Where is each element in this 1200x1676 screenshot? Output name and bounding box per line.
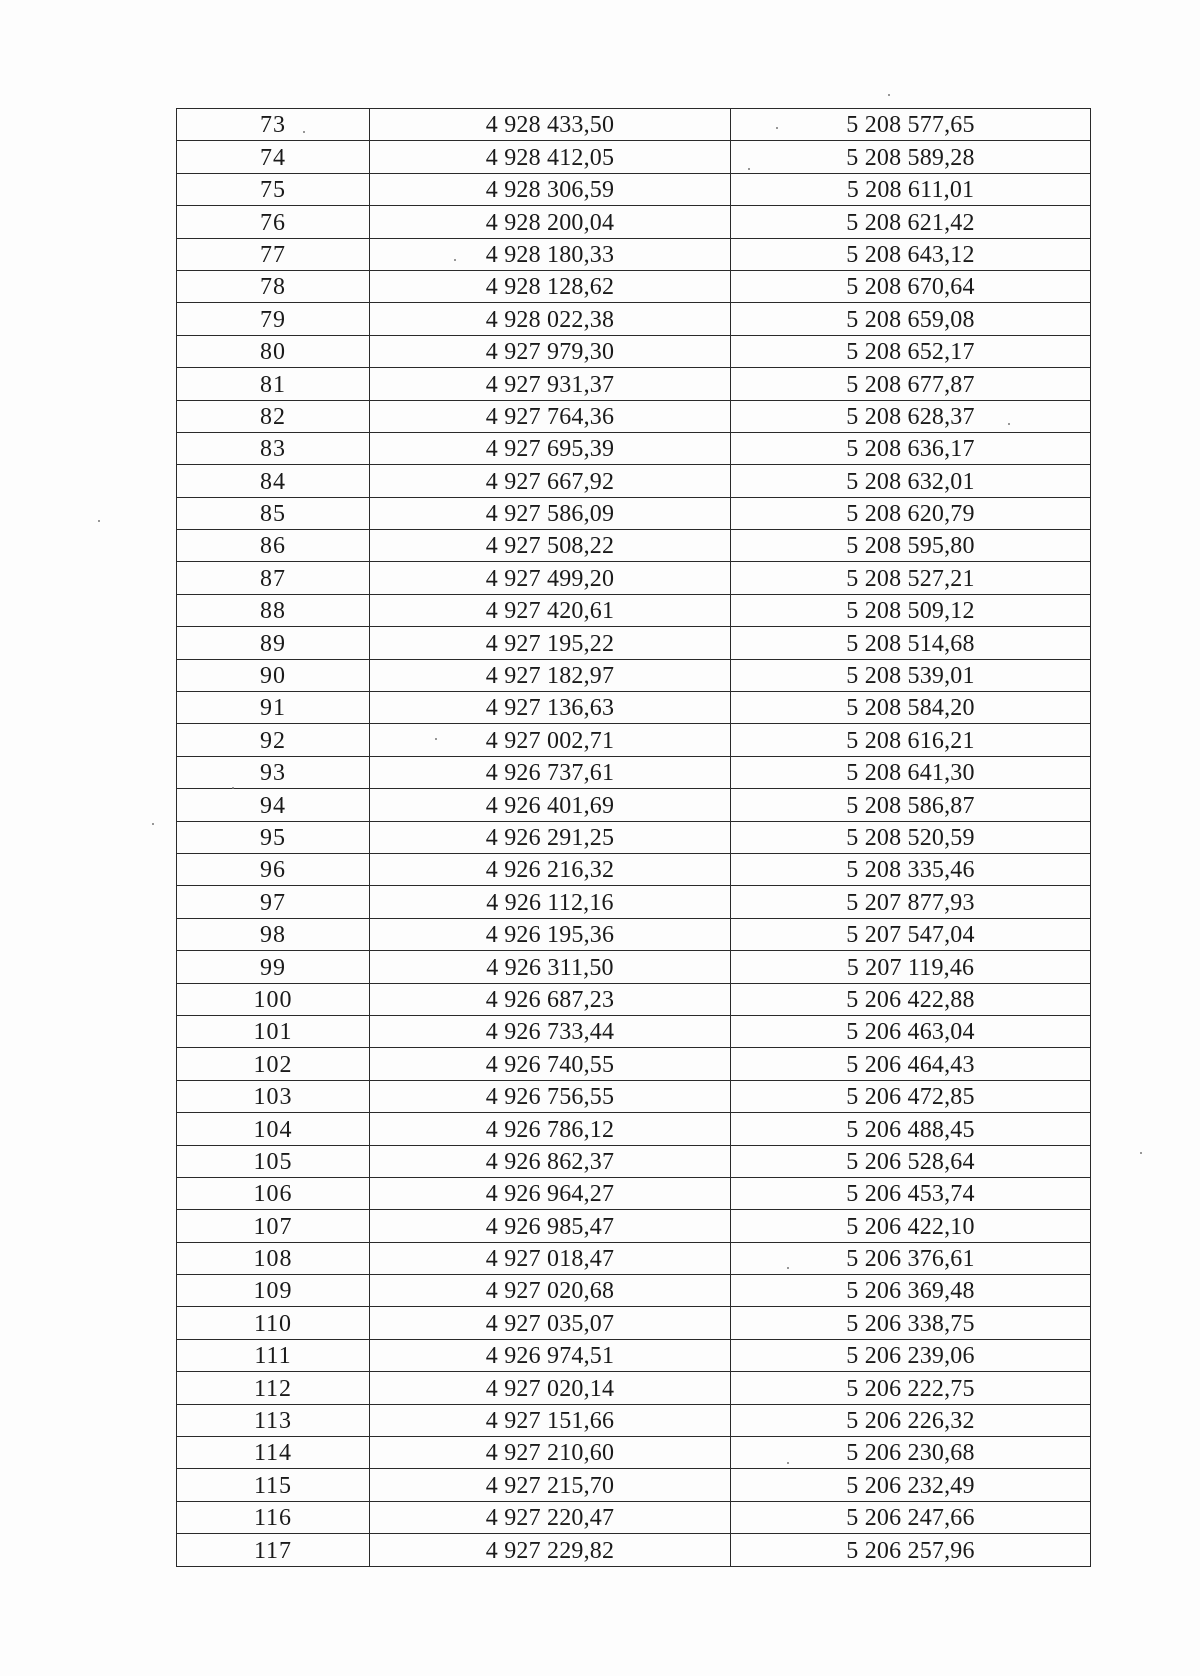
y-coordinate-cell: 5 207 547,04 xyxy=(731,918,1091,950)
scan-speck xyxy=(454,259,456,261)
y-coordinate-cell: 5 206 422,10 xyxy=(731,1210,1091,1242)
point-number-cell: 85 xyxy=(177,497,370,529)
x-coordinate-cell: 4 927 695,39 xyxy=(370,432,731,464)
table-row xyxy=(177,303,1091,335)
y-coordinate-cell: 5 208 620,79 xyxy=(731,497,1091,529)
x-coordinate-cell: 4 926 195,36 xyxy=(370,918,731,950)
point-number-cell: 107 xyxy=(177,1210,370,1242)
point-number-cell: 108 xyxy=(177,1242,370,1274)
x-coordinate-cell: 4 928 022,38 xyxy=(370,303,731,335)
coordinates-table-body xyxy=(177,109,1091,1567)
point-number-cell: 76 xyxy=(177,206,370,238)
table-row xyxy=(177,594,1091,626)
table-row xyxy=(177,400,1091,432)
point-number-cell: 114 xyxy=(177,1437,370,1469)
table-row xyxy=(177,1339,1091,1371)
point-number-cell: 89 xyxy=(177,627,370,659)
x-coordinate-cell: 4 926 291,25 xyxy=(370,821,731,853)
y-coordinate-cell: 5 208 677,87 xyxy=(731,368,1091,400)
point-number-cell: 97 xyxy=(177,886,370,918)
y-coordinate-cell: 5 208 643,12 xyxy=(731,238,1091,270)
y-coordinate-cell: 5 208 514,68 xyxy=(731,627,1091,659)
scan-speck xyxy=(1140,1152,1142,1154)
x-coordinate-cell: 4 926 985,47 xyxy=(370,1210,731,1242)
x-coordinate-cell: 4 928 200,04 xyxy=(370,206,731,238)
table-row xyxy=(177,141,1091,173)
point-number-cell: 84 xyxy=(177,465,370,497)
x-coordinate-cell: 4 927 020,68 xyxy=(370,1275,731,1307)
scan-speck xyxy=(787,1267,789,1269)
point-number-cell: 116 xyxy=(177,1501,370,1533)
table-row xyxy=(177,238,1091,270)
x-coordinate-cell: 4 928 306,59 xyxy=(370,173,731,205)
point-number-cell: 115 xyxy=(177,1469,370,1501)
x-coordinate-cell: 4 927 215,70 xyxy=(370,1469,731,1501)
point-number-cell: 90 xyxy=(177,659,370,691)
point-number-cell: 94 xyxy=(177,789,370,821)
table-row xyxy=(177,1145,1091,1177)
table-row xyxy=(177,1275,1091,1307)
table-row xyxy=(177,756,1091,788)
y-coordinate-cell: 5 208 539,01 xyxy=(731,659,1091,691)
x-coordinate-cell: 4 927 018,47 xyxy=(370,1242,731,1274)
y-coordinate-cell: 5 206 463,04 xyxy=(731,1015,1091,1047)
y-coordinate-cell: 5 208 589,28 xyxy=(731,141,1091,173)
x-coordinate-cell: 4 926 974,51 xyxy=(370,1339,731,1371)
table-row xyxy=(177,270,1091,302)
x-coordinate-cell: 4 927 508,22 xyxy=(370,530,731,562)
x-coordinate-cell: 4 926 737,61 xyxy=(370,756,731,788)
table-row xyxy=(177,724,1091,756)
point-number-cell: 104 xyxy=(177,1113,370,1145)
x-coordinate-cell: 4 927 020,14 xyxy=(370,1372,731,1404)
x-coordinate-cell: 4 926 311,50 xyxy=(370,951,731,983)
scan-speck xyxy=(435,738,437,740)
table-row xyxy=(177,1534,1091,1566)
y-coordinate-cell: 5 208 652,17 xyxy=(731,335,1091,367)
y-coordinate-cell: 5 208 584,20 xyxy=(731,692,1091,724)
x-coordinate-cell: 4 927 195,22 xyxy=(370,627,731,659)
table-row xyxy=(177,821,1091,853)
y-coordinate-cell: 5 208 335,46 xyxy=(731,853,1091,885)
x-coordinate-cell: 4 927 931,37 xyxy=(370,368,731,400)
x-coordinate-cell: 4 928 433,50 xyxy=(370,109,731,141)
y-coordinate-cell: 5 208 509,12 xyxy=(731,594,1091,626)
y-coordinate-cell: 5 207 119,46 xyxy=(731,951,1091,983)
point-number-cell: 113 xyxy=(177,1404,370,1436)
scan-speck xyxy=(888,94,890,96)
x-coordinate-cell: 4 926 964,27 xyxy=(370,1177,731,1209)
y-coordinate-cell: 5 206 488,45 xyxy=(731,1113,1091,1145)
table-row xyxy=(177,109,1091,141)
table-row xyxy=(177,206,1091,238)
x-coordinate-cell: 4 926 112,16 xyxy=(370,886,731,918)
point-number-cell: 79 xyxy=(177,303,370,335)
y-coordinate-cell: 5 206 247,66 xyxy=(731,1501,1091,1533)
point-number-cell: 106 xyxy=(177,1177,370,1209)
x-coordinate-cell: 4 927 764,36 xyxy=(370,400,731,432)
point-number-cell: 87 xyxy=(177,562,370,594)
y-coordinate-cell: 5 206 230,68 xyxy=(731,1437,1091,1469)
point-number-cell: 99 xyxy=(177,951,370,983)
point-number-cell: 83 xyxy=(177,432,370,464)
table-row xyxy=(177,497,1091,529)
y-coordinate-cell: 5 206 422,88 xyxy=(731,983,1091,1015)
table-row xyxy=(177,562,1091,594)
point-number-cell: 88 xyxy=(177,594,370,626)
x-coordinate-cell: 4 927 420,61 xyxy=(370,594,731,626)
y-coordinate-cell: 5 208 670,64 xyxy=(731,270,1091,302)
x-coordinate-cell: 4 926 862,37 xyxy=(370,1145,731,1177)
table-row xyxy=(177,692,1091,724)
y-coordinate-cell: 5 206 369,48 xyxy=(731,1275,1091,1307)
point-number-cell: 103 xyxy=(177,1080,370,1112)
table-row xyxy=(177,659,1091,691)
y-coordinate-cell: 5 206 528,64 xyxy=(731,1145,1091,1177)
scan-speck xyxy=(232,787,234,789)
y-coordinate-cell: 5 208 595,80 xyxy=(731,530,1091,562)
y-coordinate-cell: 5 206 472,85 xyxy=(731,1080,1091,1112)
x-coordinate-cell: 4 927 229,82 xyxy=(370,1534,731,1566)
point-number-cell: 91 xyxy=(177,692,370,724)
y-coordinate-cell: 5 206 453,74 xyxy=(731,1177,1091,1209)
table-row xyxy=(177,1501,1091,1533)
y-coordinate-cell: 5 208 520,59 xyxy=(731,821,1091,853)
y-coordinate-cell: 5 206 239,06 xyxy=(731,1339,1091,1371)
coordinates-table xyxy=(176,108,1091,1567)
table-row xyxy=(177,1469,1091,1501)
x-coordinate-cell: 4 926 687,23 xyxy=(370,983,731,1015)
point-number-cell: 82 xyxy=(177,400,370,432)
x-coordinate-cell: 4 927 667,92 xyxy=(370,465,731,497)
point-number-cell: 110 xyxy=(177,1307,370,1339)
point-number-cell: 95 xyxy=(177,821,370,853)
table-row xyxy=(177,1437,1091,1469)
x-coordinate-cell: 4 926 216,32 xyxy=(370,853,731,885)
point-number-cell: 102 xyxy=(177,1048,370,1080)
x-coordinate-cell: 4 927 220,47 xyxy=(370,1501,731,1533)
point-number-cell: 80 xyxy=(177,335,370,367)
point-number-cell: 77 xyxy=(177,238,370,270)
y-coordinate-cell: 5 208 632,01 xyxy=(731,465,1091,497)
table-row xyxy=(177,1113,1091,1145)
table-row xyxy=(177,789,1091,821)
table-row xyxy=(177,1242,1091,1274)
y-coordinate-cell: 5 206 257,96 xyxy=(731,1534,1091,1566)
table-row xyxy=(177,335,1091,367)
table-row xyxy=(177,983,1091,1015)
y-coordinate-cell: 5 206 226,32 xyxy=(731,1404,1091,1436)
x-coordinate-cell: 4 927 002,71 xyxy=(370,724,731,756)
y-coordinate-cell: 5 208 628,37 xyxy=(731,400,1091,432)
x-coordinate-cell: 4 926 786,12 xyxy=(370,1113,731,1145)
point-number-cell: 105 xyxy=(177,1145,370,1177)
scan-speck xyxy=(787,1462,789,1464)
table-row xyxy=(177,1307,1091,1339)
y-coordinate-cell: 5 208 659,08 xyxy=(731,303,1091,335)
y-coordinate-cell: 5 206 376,61 xyxy=(731,1242,1091,1274)
table-row xyxy=(177,1372,1091,1404)
point-number-cell: 81 xyxy=(177,368,370,400)
table-row xyxy=(177,853,1091,885)
scan-speck xyxy=(748,168,750,170)
y-coordinate-cell: 5 208 616,21 xyxy=(731,724,1091,756)
x-coordinate-cell: 4 928 412,05 xyxy=(370,141,731,173)
x-coordinate-cell: 4 927 035,07 xyxy=(370,1307,731,1339)
point-number-cell: 117 xyxy=(177,1534,370,1566)
x-coordinate-cell: 4 926 756,55 xyxy=(370,1080,731,1112)
point-number-cell: 100 xyxy=(177,983,370,1015)
point-number-cell: 92 xyxy=(177,724,370,756)
table-row xyxy=(177,1404,1091,1436)
scan-speck xyxy=(776,127,778,129)
table-row xyxy=(177,465,1091,497)
point-number-cell: 98 xyxy=(177,918,370,950)
y-coordinate-cell: 5 208 527,21 xyxy=(731,562,1091,594)
x-coordinate-cell: 4 928 128,62 xyxy=(370,270,731,302)
table-row xyxy=(177,530,1091,562)
table-row xyxy=(177,627,1091,659)
y-coordinate-cell: 5 208 641,30 xyxy=(731,756,1091,788)
scan-speck xyxy=(152,823,154,825)
table-row xyxy=(177,1080,1091,1112)
x-coordinate-cell: 4 927 979,30 xyxy=(370,335,731,367)
table-row xyxy=(177,368,1091,400)
point-number-cell: 75 xyxy=(177,173,370,205)
point-number-cell: 73 xyxy=(177,109,370,141)
table-row xyxy=(177,1177,1091,1209)
table-row xyxy=(177,173,1091,205)
y-coordinate-cell: 5 206 222,75 xyxy=(731,1372,1091,1404)
x-coordinate-cell: 4 926 740,55 xyxy=(370,1048,731,1080)
y-coordinate-cell: 5 208 577,65 xyxy=(731,109,1091,141)
point-number-cell: 78 xyxy=(177,270,370,302)
table-row xyxy=(177,1210,1091,1242)
x-coordinate-cell: 4 928 180,33 xyxy=(370,238,731,270)
x-coordinate-cell: 4 927 151,66 xyxy=(370,1404,731,1436)
y-coordinate-cell: 5 206 338,75 xyxy=(731,1307,1091,1339)
table-row xyxy=(177,1015,1091,1047)
x-coordinate-cell: 4 926 733,44 xyxy=(370,1015,731,1047)
y-coordinate-cell: 5 206 232,49 xyxy=(731,1469,1091,1501)
point-number-cell: 74 xyxy=(177,141,370,173)
point-number-cell: 112 xyxy=(177,1372,370,1404)
point-number-cell: 93 xyxy=(177,756,370,788)
y-coordinate-cell: 5 206 464,43 xyxy=(731,1048,1091,1080)
scan-speck xyxy=(1008,423,1010,425)
point-number-cell: 109 xyxy=(177,1275,370,1307)
scan-speck xyxy=(303,131,305,133)
x-coordinate-cell: 4 926 401,69 xyxy=(370,789,731,821)
x-coordinate-cell: 4 927 586,09 xyxy=(370,497,731,529)
x-coordinate-cell: 4 927 182,97 xyxy=(370,659,731,691)
y-coordinate-cell: 5 208 636,17 xyxy=(731,432,1091,464)
table-row xyxy=(177,886,1091,918)
scan-speck xyxy=(98,520,100,522)
x-coordinate-cell: 4 927 136,63 xyxy=(370,692,731,724)
table-row xyxy=(177,951,1091,983)
x-coordinate-cell: 4 927 499,20 xyxy=(370,562,731,594)
y-coordinate-cell: 5 208 611,01 xyxy=(731,173,1091,205)
point-number-cell: 96 xyxy=(177,853,370,885)
point-number-cell: 111 xyxy=(177,1339,370,1371)
y-coordinate-cell: 5 208 621,42 xyxy=(731,206,1091,238)
point-number-cell: 101 xyxy=(177,1015,370,1047)
x-coordinate-cell: 4 927 210,60 xyxy=(370,1437,731,1469)
point-number-cell: 86 xyxy=(177,530,370,562)
table-row xyxy=(177,432,1091,464)
table-row xyxy=(177,1048,1091,1080)
y-coordinate-cell: 5 208 586,87 xyxy=(731,789,1091,821)
y-coordinate-cell: 5 207 877,93 xyxy=(731,886,1091,918)
table-row xyxy=(177,918,1091,950)
